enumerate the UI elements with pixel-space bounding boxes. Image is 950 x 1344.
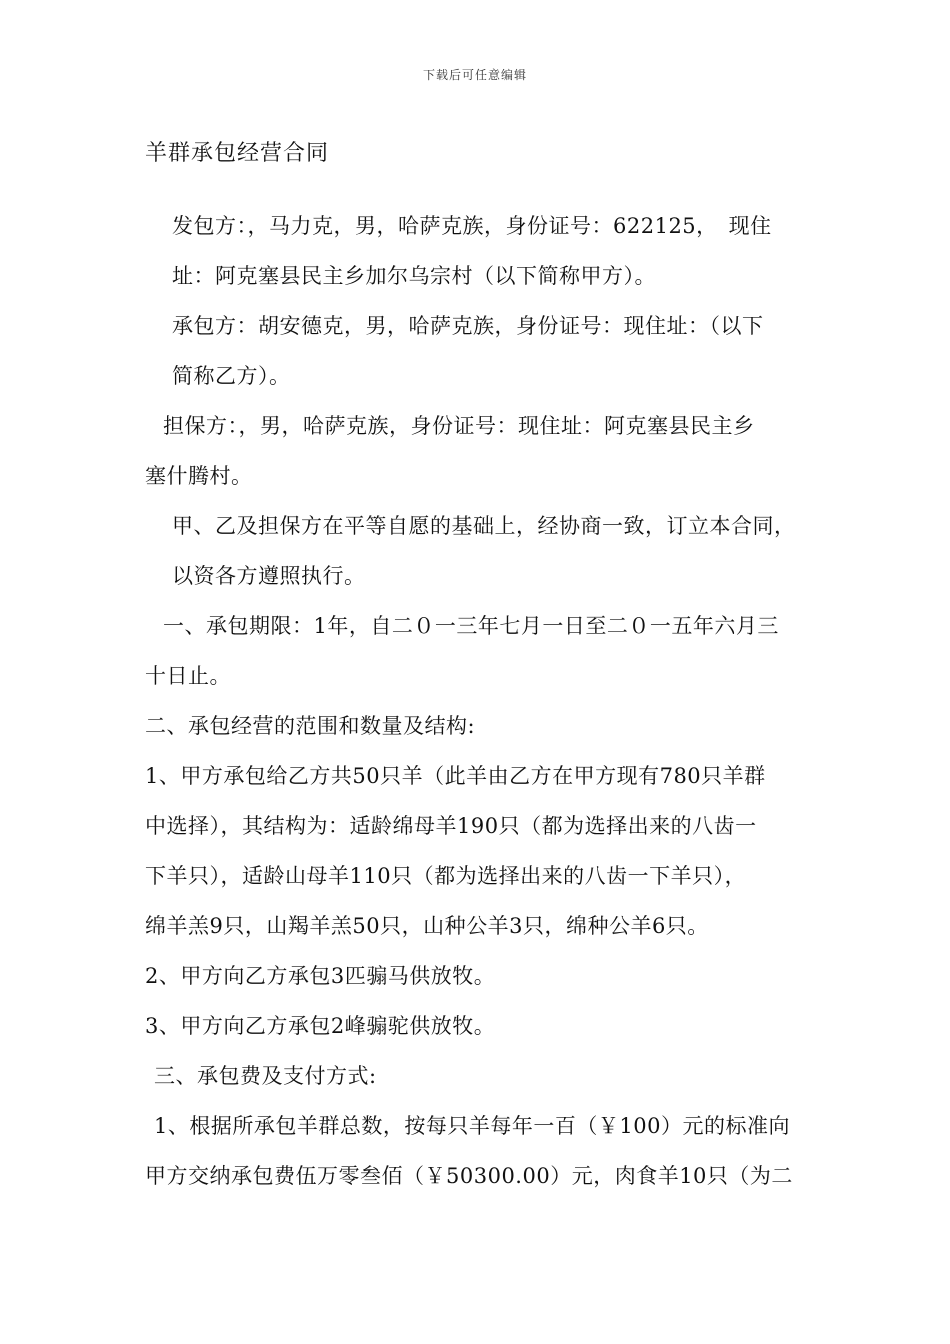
text-line: 3、甲方向乙方承包2峰骟驼供放牧。 — [145, 1014, 496, 1038]
document-title: 羊群承包经营合同 — [145, 141, 330, 166]
page-bottom-margin — [0, 1284, 950, 1344]
text-line: 甲方交纳承包费伍万零叁佰（￥50300.00）元，肉食羊10只（为二 — [145, 1164, 793, 1188]
text-line: 以资各方遵照执行。 — [172, 564, 366, 588]
text-line: 绵羊羔9只，山羯羊羔50只，山种公羊3只，绵种公羊6只。 — [145, 914, 709, 938]
text-line: 1、甲方承包给乙方共50只羊（此羊由乙方在甲方现有780只羊群 — [145, 764, 766, 788]
text-line: 十日止。 — [145, 664, 231, 688]
text-line: 塞什腾村。 — [145, 464, 253, 488]
text-line: 中选择），其结构为：适龄绵母羊190只（都为选择出来的八齿一 — [145, 814, 757, 838]
text-line: 下羊只），适龄山母羊110只（都为选择出来的八齿一下羊只）， — [145, 864, 747, 888]
text-line: 二、承包经营的范围和数量及结构: — [145, 714, 476, 738]
text-line: 1、根据所承包羊群总数，按每只羊每年一百（￥100）元的标准向 — [154, 1114, 790, 1138]
text-line: 址：阿克塞县民主乡加尔乌宗村（以下简称甲方）。 — [172, 264, 656, 288]
text-line: 发包方：，马力克，男，哈萨克族，身份证号：622125， 现住 — [172, 214, 772, 238]
text-line: 三、承包费及支付方式: — [154, 1064, 377, 1088]
text-line: 担保方：，男，哈萨克族，身份证号：现住址：阿克塞县民主乡 — [163, 414, 755, 438]
text-line: 简称乙方）。 — [172, 364, 291, 388]
text-line: 2、甲方向乙方承包3匹骟马供放牧。 — [145, 964, 496, 988]
header-note: 下载后可任意编辑 — [422, 68, 527, 82]
text-line: 承包方：胡安德克，男，哈萨克族，身份证号：现住址：（以下 — [172, 314, 764, 338]
text-line: 一、承包期限：1年，自二０一三年七月一日至二０一五年六月三 — [163, 614, 779, 638]
text-line: 甲、乙及担保方在平等自愿的基础上，经协商一致，订立本合同， — [172, 514, 796, 538]
